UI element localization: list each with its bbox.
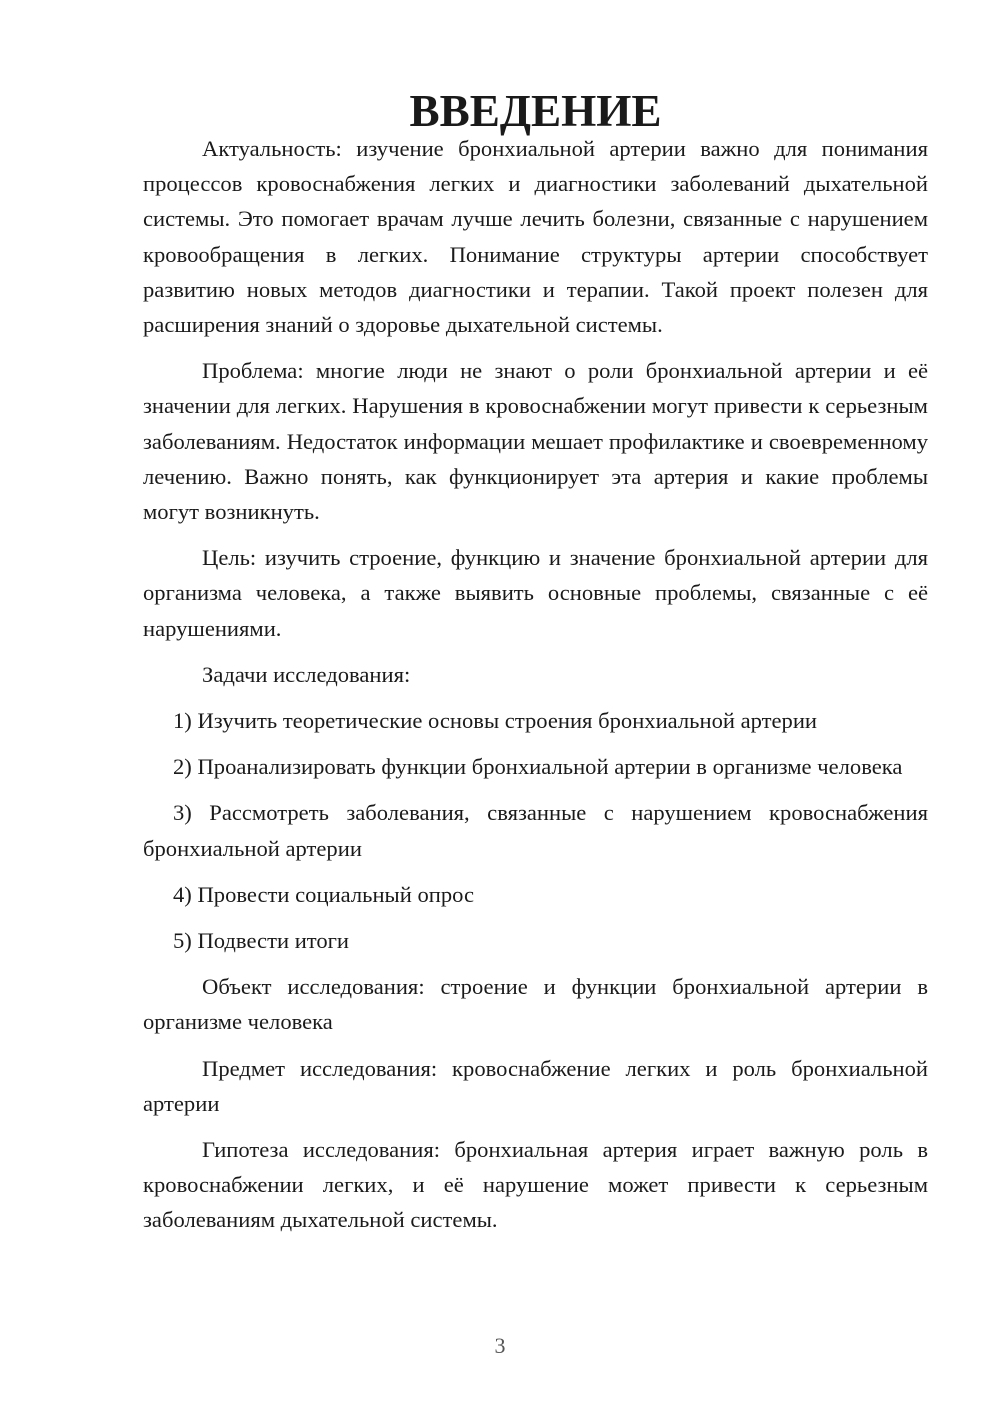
- document-page: [143, 86, 928, 1238]
- task-item: 2) Проанализировать функции бронхиальной артерии в организме человека: [173, 754, 903, 780]
- problem-paragraph: Проблема: многие люди не знают о роли бронхиальной артерии и её значении для легких. Нарушения в кровоснабжении могут привести к серьезным заболеваниям. Недостаток информации мешает профилактике и своевременному лечению. Важно понять, как функционирует эта артерия и какие проблемы могут возникнуть.: [143, 358, 928, 525]
- object-paragraph: Объект исследования: строение и функции бронхиальной артерии в организме человека: [143, 974, 928, 1035]
- task-item: 4) Провести социальный опрос: [173, 881, 475, 907]
- relevance-paragraph: Актуальность: изучение бронхиальной артерии важно для понимания процессов кровоснабжения легких и диагностики заболеваний дыхательной системы. Это помогает врачам лучше лечить болезни, связанные с нарушением кровообращения в легких. Понимание структуры артерии способствует развитию новых методов диагностики и терапии. Такой проект полезен для расширения знаний о здоровье дыхательной системы.: [143, 136, 928, 338]
- task-item: 1) Изучить теоретические основы строения бронхиальной артерии: [173, 708, 818, 734]
- tasks-list: [143, 703, 928, 958]
- goal-paragraph: Цель: изучить строение, функцию и значение бронхиальной артерии для организма человека, а также выявить основные проблемы, связанные с её нарушениями.: [143, 545, 928, 641]
- task-item: 5) Подвести итоги: [173, 928, 350, 954]
- page-number: 3: [494, 1333, 506, 1358]
- tasks-heading: Задачи исследования:: [202, 661, 411, 687]
- task-item: 3) Рассмотреть заболевания, связанные с нарушением кровоснабжения бронхиальной артерии: [143, 800, 928, 861]
- page-title: ВВЕДЕНИЕ: [409, 86, 662, 136]
- hypothesis-paragraph: Гипотеза исследования: бронхиальная артерия играет важную роль в кровоснабжении легких, и её нарушение может привести к серьезным заболеваниям дыхательной системы.: [143, 1137, 928, 1233]
- subject-paragraph: Предмет исследования: кровоснабжение легких и роль бронхиальной артерии: [143, 1055, 928, 1116]
